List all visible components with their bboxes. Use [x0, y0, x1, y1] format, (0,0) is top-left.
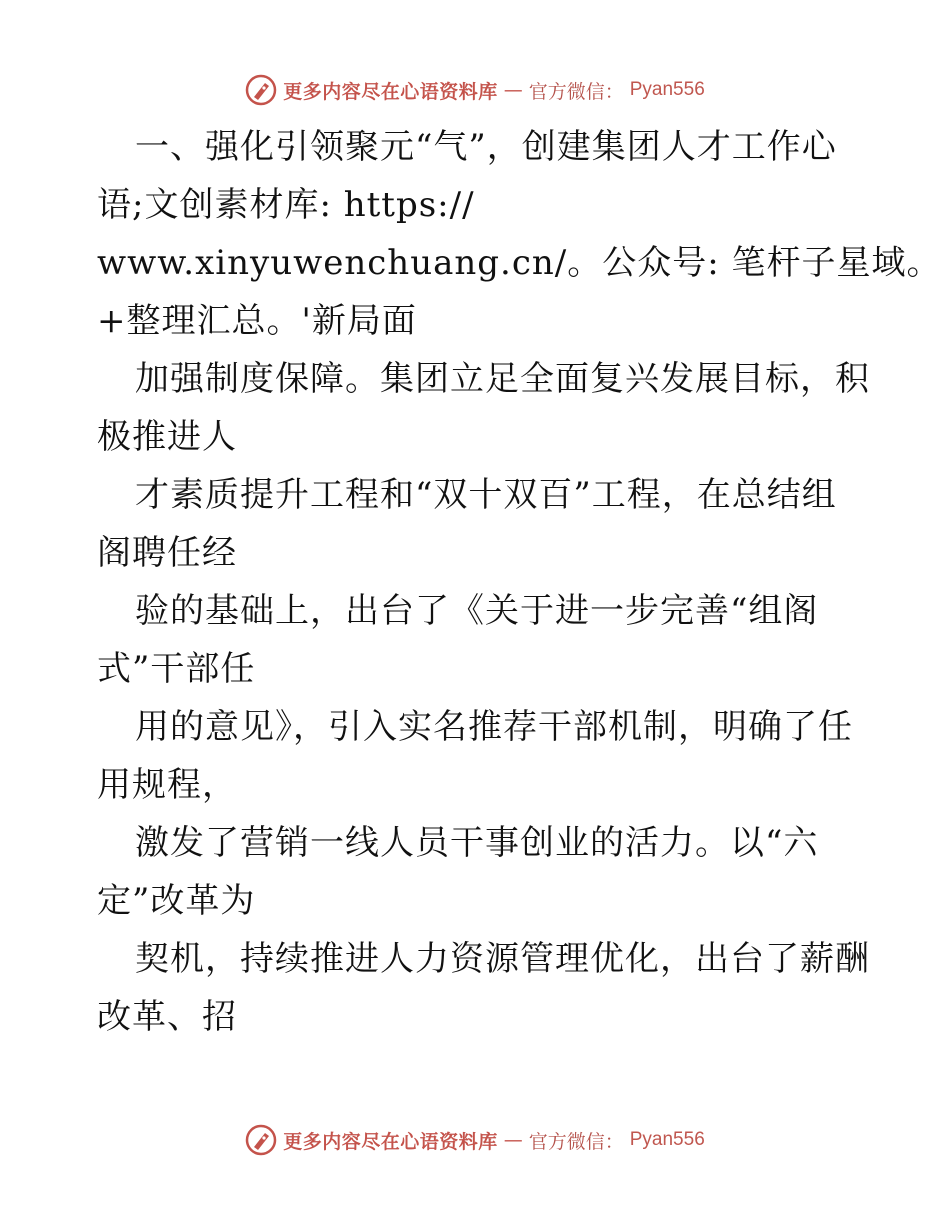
pen-nib-logo-icon	[245, 74, 277, 106]
text-line: 极推进人	[97, 417, 237, 457]
text-line: 验的基础上，出台了《关于进一步完善“组阁	[135, 591, 819, 631]
text-line: 契机，持续推进人力资源管理优化，出台了薪酬	[135, 939, 870, 979]
banner-separator: —	[503, 79, 523, 101]
banner-wechat-id: Pyan556	[629, 79, 705, 100]
banner-wechat-id: Pyan556	[629, 1129, 705, 1150]
text-line: +整理汇总。'新局面	[97, 301, 417, 341]
text-line: www.xinyuwenchuang.cn/。公众号: 笔杆子星域。	[97, 243, 942, 283]
document-body	[97, 118, 942, 1046]
header-banner	[0, 70, 950, 110]
text-line: 阁聘任经	[97, 533, 237, 573]
footer-banner	[0, 1120, 950, 1160]
text-line: 式”干部任	[97, 649, 256, 689]
text-line: 改革、招	[97, 997, 237, 1037]
text-line: 定”改革为	[97, 881, 256, 921]
text-line: 语;文创素材库: https://	[97, 185, 475, 225]
banner-site-text: 更多内容尽在心语资料库	[283, 1130, 498, 1153]
banner-wechat-label: 官方微信：	[528, 80, 624, 103]
banner-separator: —	[503, 1129, 523, 1151]
text-line: 激发了营销一线人员干事创业的活力。以“六	[135, 823, 819, 863]
text-line: 用规程，	[97, 765, 237, 805]
text-line: 加强制度保障。集团立足全面复兴发展目标，积	[135, 359, 870, 399]
pen-nib-logo-icon	[245, 1124, 277, 1156]
banner-wechat-label: 官方微信：	[528, 1130, 624, 1153]
text-line: 用的意见》，引入实名推荐干部机制，明确了任	[135, 707, 853, 747]
text-line: 才素质提升工程和“双十双百”工程，在总结组	[135, 475, 837, 515]
text-line: 一、强化引领聚元“气”，创建集团人才工作心	[135, 127, 837, 167]
banner-site-text: 更多内容尽在心语资料库	[283, 80, 498, 103]
